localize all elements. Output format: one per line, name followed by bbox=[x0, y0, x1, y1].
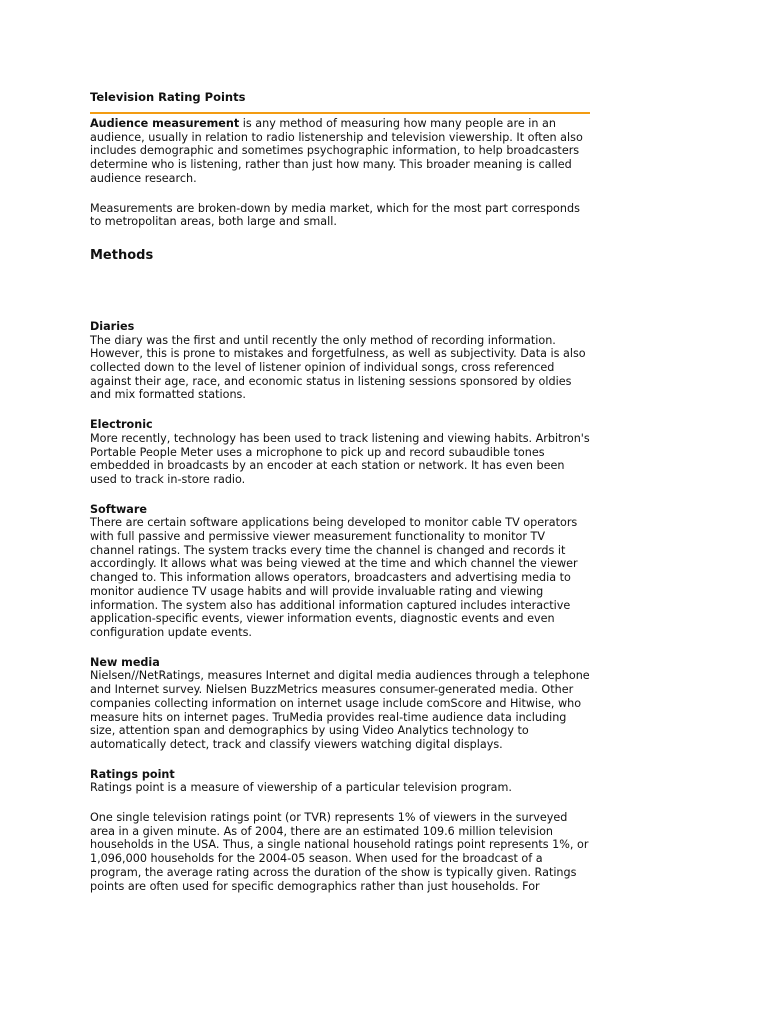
section-body: The diary was the first and until recently the only method of recording information. However, this is prone to mistakes and forgetfulness, as well as subjectivity. Data is also collected down to the level of listener opinion of individual songs, cross referenced against their age, race, and economic status in listening sessions sponsored by oldies and mix formatted stations. bbox=[90, 333, 586, 402]
section-title: Software bbox=[90, 502, 147, 516]
section-title: Ratings point bbox=[90, 767, 175, 781]
section-body: Nielsen//NetRatings, measures Internet and digital media audiences through a telephone and Internet survey. Nielsen BuzzMetrics measures consumer-generated media. Other companies collecting information on internet usage include comScore and Hitwise, who measure hits on internet pages. TruMedia provides real-time audience data including size, attention span and demographics by using Video Analytics technology to automatically detect, track and classify viewers watching digital displays. bbox=[90, 669, 590, 751]
intro-text: is any method of measuring how many people are in an audience, usually in relation to radio listenership and television viewership. It often also includes demographic and sometimes psychographic information, to help broadcasters determine who is listening, rather than just how many. This broader meaning is called audience research. bbox=[90, 117, 583, 185]
section-title: Diaries bbox=[90, 319, 135, 333]
section-new-media bbox=[90, 656, 590, 752]
intro-paragraph-2: Measurements are broken-down by media market, which for the most part corresponds to metropolitan areas, both large and small. bbox=[90, 201, 580, 229]
section-software bbox=[90, 503, 590, 640]
title-divider bbox=[90, 112, 590, 114]
section-body: There are certain software applications being developed to monitor cable TV operators with full passive and permissive viewer measurement functionality to monitor TV channel ratings. The system tracks every time the channel is changed and records it accordingly. It allows what was being viewed at the time and which channel the viewer changed to. This information allows operators, broadcasters and advertising media to monitor audience TV usage habits and will provide invaluable rating and viewing information. The system also has additional information captured includes interactive application-specific events, viewer information events, diagnostic events and even configuration update events. bbox=[90, 516, 578, 639]
section-body: Ratings point is a measure of viewership of a particular television program. bbox=[90, 781, 512, 795]
methods-heading: Methods bbox=[90, 247, 154, 263]
section-title: New media bbox=[90, 655, 160, 669]
intro-paragraph bbox=[90, 117, 590, 186]
section-ratings-point bbox=[90, 768, 590, 894]
document-page bbox=[90, 88, 590, 909]
section-diaries bbox=[90, 320, 590, 402]
section-body: More recently, technology has been used to track listening and viewing habits. Arbitron's Portable People Meter uses a microphone to pick up and record subaudible tones embedded in broadcasts by an encoder at each station or network. It has even been used to track in-store radio. bbox=[90, 431, 590, 486]
section-title: Electronic bbox=[90, 418, 153, 432]
section-body-continued: One single television ratings point (or TVR) represents 1% of viewers in the surveyed area in a given minute. As of 2004, there are an estimated 109.6 million television households in the USA. Thus, a single national household ratings point represents 1%, or 1,096,000 households for the 2004-05 season. When used for the broadcast of a program, the average rating across the duration of the show is typically given. Ratings points are often used for specific demographics rather than just households. For bbox=[90, 811, 589, 893]
intro-term: Audience measurement bbox=[90, 117, 240, 130]
section-electronic bbox=[90, 418, 590, 487]
page-title: Television Rating Points bbox=[90, 90, 246, 104]
